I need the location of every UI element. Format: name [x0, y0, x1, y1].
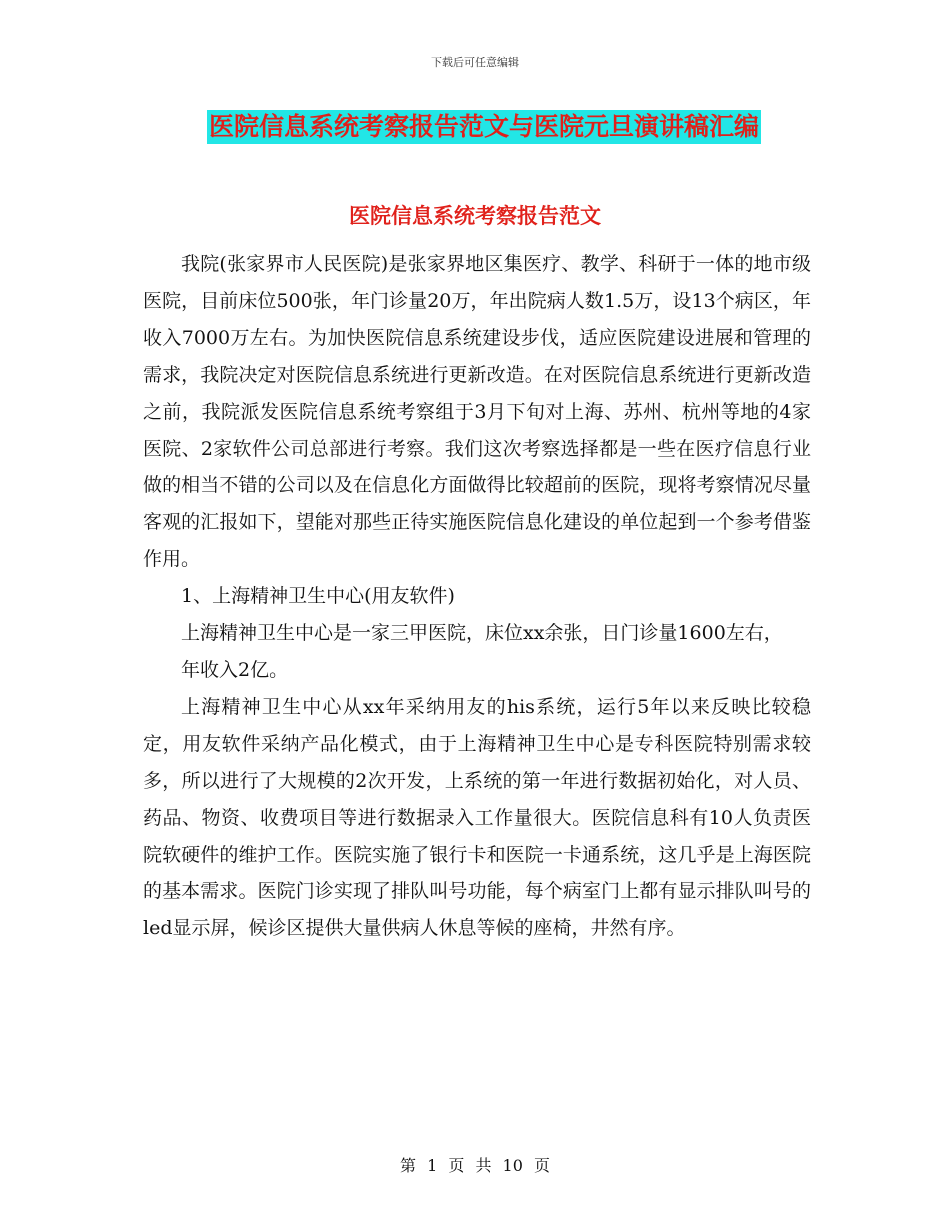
paragraph: 上海精神卫生中心从xx年采纳用友的his系统，运行5年以来反映比较稳定，用友软件采纳产品化模式，由于上海精神卫生中心是专科医院特别需求较多，所以进行了大规模的2次开发，上系统的第一年进行数据初始化，对人员、药品、物资、收费项目等进行数据录入工作量很大。医院信息科有10人负责医院软硬件的维护工作。医院实施了银行卡和医院一卡通系统，这几乎是上海医院的基本需求。医院门诊实现了排队叫号功能，每个病室门上都有显示排队叫号的led显示屏，候诊区提供大量供病人休息等候的座椅，井然有序。	[143, 695, 811, 940]
document-body	[143, 246, 811, 947]
document-main-title: 医院信息系统考察报告范文与医院元旦演讲稿汇编	[207, 110, 761, 144]
paragraph: 年收入2亿。	[181, 658, 289, 681]
paragraph: 1、上海精神卫生中心(用友软件)	[181, 585, 455, 608]
paragraph: 我院(张家界市人民医院)是张家界地区集医疗、教学、科研于一体的地市级医院，目前床位500张，年门诊量20万，年出院病人数1.5万，设13个病区，年收入7000万左右。为加快医院信息系统建设步伐，适应医院建设进展和管理的需求，我院决定对医院信息系统进行更新改造。在对医院信息系统进行更新改造之前，我院派发医院信息系统考察组于3月下旬对上海、苏州、杭州等地的4家医院、2家软件公司总部进行考察。我们这次考察选择都是一些在医疗信息行业做的相当不错的公司以及在信息化方面做得比较超前的医院，现将考察情况尽量客观的汇报如下，望能对那些正待实施医院信息化建设的单位起到一个参考借鉴作用。	[143, 253, 811, 571]
page-footer: 第 1 页 共 10 页	[400, 1156, 550, 1175]
paragraph: 上海精神卫生中心是一家三甲医院，床位xx余张，日门诊量1600左右，	[181, 622, 783, 645]
header-note: 下载后可任意编辑	[431, 56, 519, 69]
section-title: 医院信息系统考察报告范文	[349, 203, 601, 228]
